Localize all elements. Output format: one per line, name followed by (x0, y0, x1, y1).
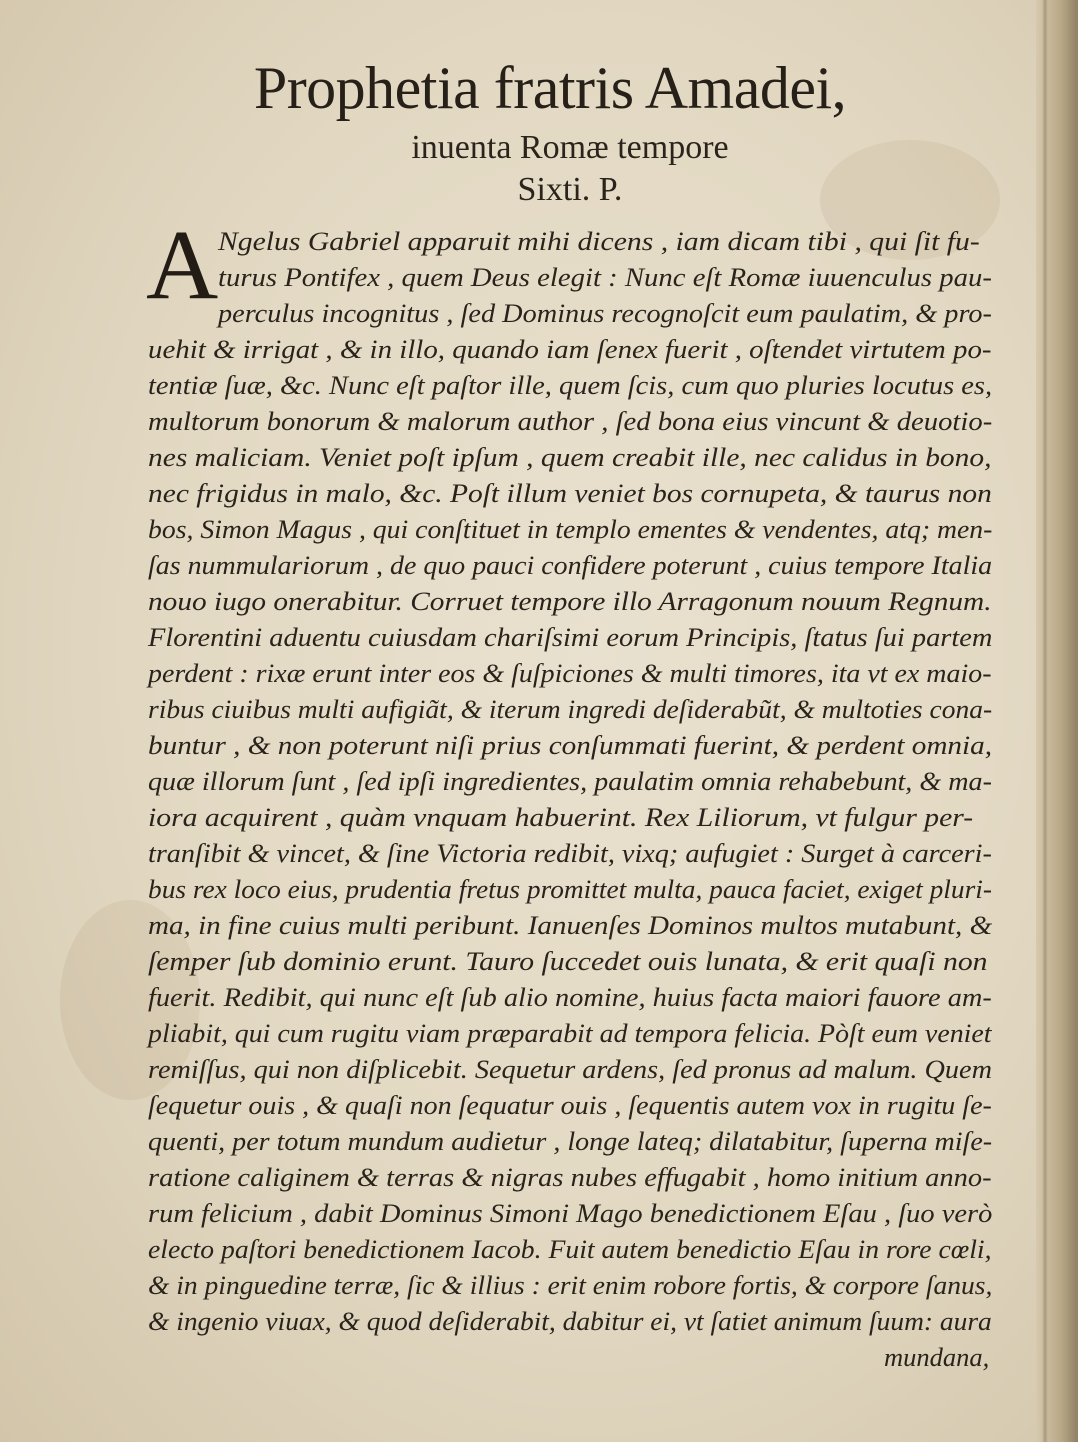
drop-cap: A (146, 209, 219, 320)
text-line: rum felicium , dabit Dominus Simoni Mago benedictionem Eſau , ſuo verò (148, 1198, 993, 1228)
text-line: Florentini aduentu cuiusdam chariſsimi eorum Principis, ſtatus ſui partem (148, 622, 993, 652)
text-line: ribus ciuibus multi aufigiãt, & iterum ingredi deſiderabũt, & multoties cona- (148, 694, 993, 724)
text-line: & ingenio viuax, & quod deſiderabit, dabitur ei, vt ſatiet animum ſuum: aura (148, 1306, 992, 1336)
text-line: ma, in fine cuius multi peribunt. Ianuenſes Dominos multos mutabunt, & (148, 910, 993, 940)
text-line: uehit & irrigat , & in illo, quando iam ſenex fuerit , oſtendet virtutem po- (148, 334, 992, 364)
text-line: iora acquirent , quàm vnquam habuerint. Rex Liliorum, vt fulgur per- (148, 802, 974, 832)
text-line: bos, Simon Magus , qui conſtituet in templo ementes & vendentes, atq; men- (148, 514, 993, 544)
text-line: nes maliciam. Veniet poſt ipſum , quem creabit ille, nec calidus in bono, (148, 442, 992, 472)
text-line: buntur , & non poterunt niſi prius conſummati fuerint, & perdent omnia, (148, 730, 993, 760)
text-line: ſequetur ouis , & quaſi non ſequatur ouis , ſequentis autem vox in rugitu ſe- (148, 1090, 992, 1120)
text-line: tranſibit & vincet, & ſine Victoria redibit, vixq; aufugiet : Surget à carceri- (148, 838, 992, 868)
catchword: mundana, (884, 1342, 990, 1372)
text-line: ſas nummulariorum , de quo pauci confidere poterunt , cuius tempore Italia (148, 550, 993, 580)
text-line: fuerit. Redibit, qui nunc eſt ſub alio nomine, huius facta maiori fauore am- (148, 982, 992, 1012)
text-line: ſemper ſub dominio erunt. Tauro ſuccedet ouis lunata, & erit quaſi non (148, 946, 988, 976)
page-subtitle: inuenta Romæ tempore (411, 129, 729, 166)
text-line: remiſſus, qui non diſplicebit. Sequetur ardens, ſed pronus ad malum. Quem (148, 1054, 992, 1084)
text-line: perculus incognitus , ſed Dominus recognoſcit eum paulatim, & pro- (218, 298, 992, 328)
text-line: pliabit, qui cum rugitu viam præparabit ad tempora felicia. Pòſt eum veniet (148, 1018, 992, 1048)
page-subtitle-2: Sixti. P. (517, 171, 623, 208)
text-line: electo paſtori benedictionem Iacob. Fuit autem benedictio Eſau in rore cœli, (148, 1234, 992, 1264)
text-line: nouo iugo onerabitur. Corruet tempore illo Arragonum nouum Regnum. (148, 586, 992, 616)
text-line: turus Pontifex , quem Deus elegit : Nunc eſt Romæ iuuenculus pau- (218, 262, 992, 292)
text-line: multorum bonorum & malorum author , ſed bona eius vincunt & deuotio- (148, 406, 993, 436)
text-line: tentiæ ſuæ, &c. Nunc eſt paſtor ille, quem ſcis, cum quo pluries locutus es, (148, 370, 993, 400)
page-title: Prophetia fratris Amadei, (253, 55, 847, 121)
text-line: & in pinguedine terræ, ſic & illius : erit enim robore fortis, & corpore ſanus, (148, 1270, 993, 1300)
text-line: nec frigidus in malo, &c. Poſt illum veniet bos cornupeta, & taurus non (148, 478, 992, 508)
text-line: quæ illorum ſunt , ſed ipſi ingredientes, paulatim omnia rehabebunt, & ma- (148, 766, 992, 796)
text-line: ratione caliginem & terras & nigras nubes effugabit , homo initium anno- (148, 1162, 992, 1192)
text-line: Ngelus Gabriel apparuit mihi dicens , iam dicam tibi , qui ſit fu- (218, 226, 980, 256)
text-line: perdent : rixæ erunt inter eos & ſuſpiciones & multi timores, ita vt ex maio- (148, 658, 992, 688)
text-line: quenti, per totum mundum audietur , longe lateq; dilatabitur, ſuperna miſe- (148, 1126, 993, 1156)
text-line: bus rex loco eius, prudentia fretus promittet multa, pauca faciet, exiget pluri- (148, 874, 992, 904)
